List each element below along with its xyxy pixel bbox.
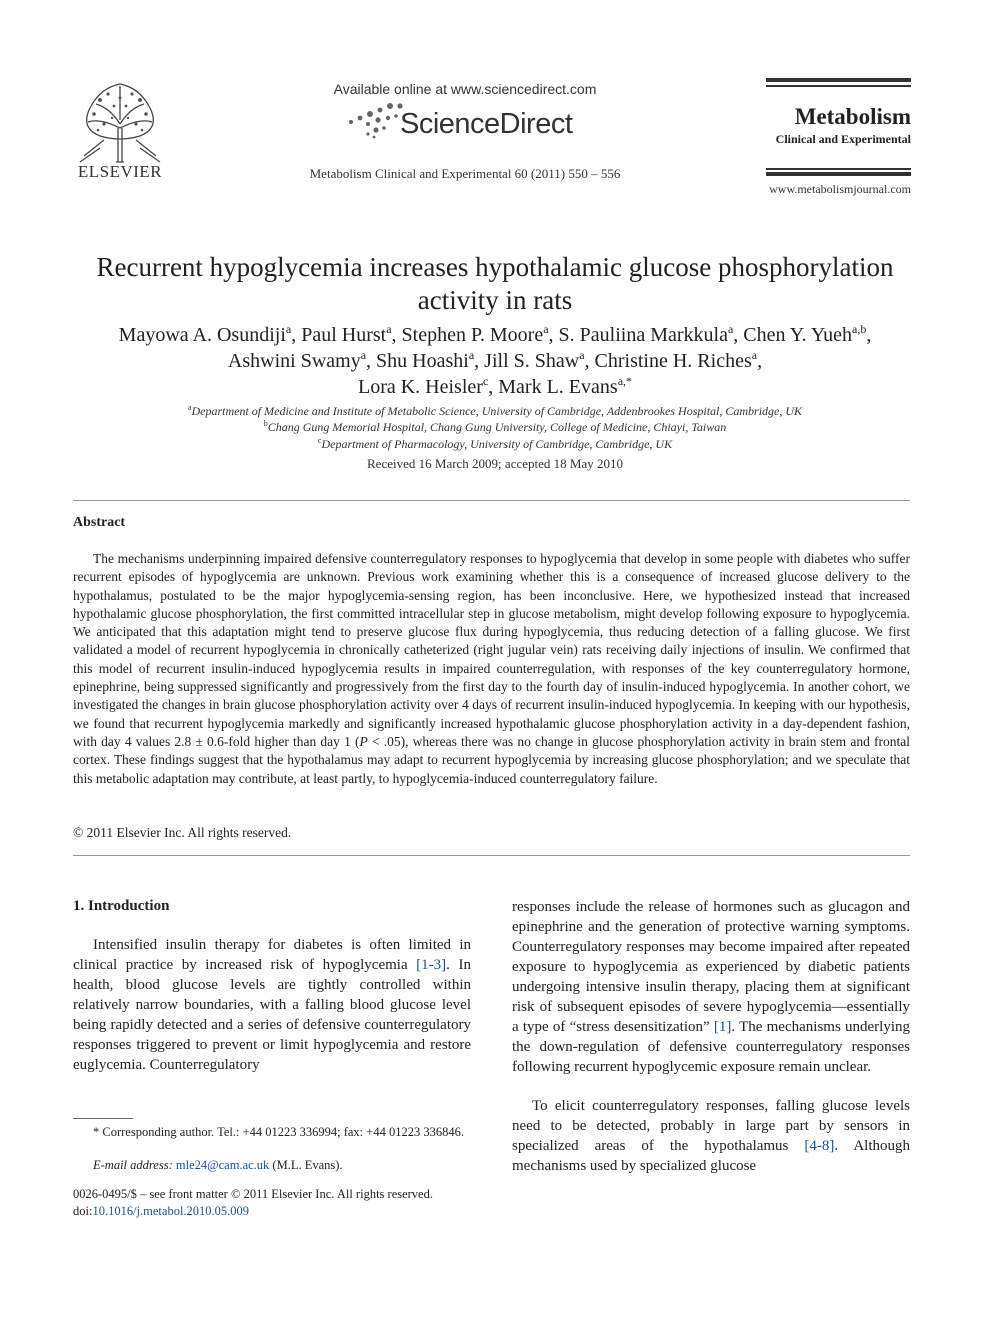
section-heading: 1. Introduction <box>73 898 170 914</box>
author-name: Stephen P. Moore <box>401 324 544 346</box>
journal-logo-bar <box>766 85 911 87</box>
abstract-body <box>73 550 910 788</box>
author-line: Lora K. Heisler$^c$, Mark L. Evans$^{a,*}$ <box>357 374 633 398</box>
email-label: E-mail address: <box>93 1158 176 1172</box>
abstract-p-symbol: P <box>359 733 368 749</box>
article-title-line: Recurrent hypoglycemia increases hypothalamic glucose phosphorylation <box>96 252 894 282</box>
author-affiliation-mark: c <box>482 374 489 388</box>
affiliation-text: Chang Gung Memorial Hospital, Chang Gung University, College of Medicine, Chiayi, Taiwan <box>267 420 727 434</box>
author-name: Jill S. Shaw <box>484 350 580 372</box>
author-affiliation-mark: a <box>727 322 734 336</box>
author-affiliation-mark: a <box>386 322 392 336</box>
author-affiliation-mark: a <box>468 348 475 362</box>
author-name: S. Pauliina Markkula <box>558 324 728 346</box>
author-name: Paul Hurst <box>301 324 387 346</box>
intro-paragraph-right-2: To elicit counterregulatory responses, falling glucose levels need to be detected, probably in large part by sensors in specialized areas of the hypothalamus [4-8]. Although mechanisms used by specialized glucose <box>512 1098 910 1174</box>
abstract-copyright: © 2011 Elsevier Inc. All rights reserved. <box>73 825 292 840</box>
journal-logo-bar <box>766 172 911 176</box>
author-list <box>60 322 930 400</box>
author-name: Mayowa A. Osundiji <box>118 324 286 346</box>
abstract-text: < .05), whereas there was no change in glucose phosphorylation activity in brain stem and frontal cortex. These findings suggest that the hypothalamus may adapt to recurrent hypoglycemia by increasing glucose phosphorylation; and we speculate that this metabolic adaptation may contribute, at least partly, to hypoglycemia-induced counterregulatory failure. <box>73 733 911 786</box>
sciencedirect-dots-icon <box>346 102 408 140</box>
journal-logo-title: Metabolism <box>794 104 911 129</box>
affiliation-mark: c <box>317 436 322 445</box>
corresponding-author-footnote: * Corresponding author. Tel.: +44 01223 336994; fax: +44 01223 336846. <box>93 1125 464 1139</box>
intro-paragraph-left: Intensified insulin therapy for diabetes is often limited in clinical practice by increased risk of hypoglycemia [1-3]. In health, blood glucose levels are tightly controlled within relatively narrow boundaries, with a falling blood glucose level being rapidly detected and a series of defensive counterregulatory responses triggered to prevent or limit hypoglycemia and restore euglycemia. Counterregulatory <box>73 937 471 1073</box>
abstract-heading: Abstract <box>73 515 126 530</box>
affiliation-c <box>60 437 930 452</box>
affiliation-b <box>60 420 930 435</box>
affiliation-mark: b <box>263 419 268 428</box>
author-line: Mayowa A. Osundiji$^a$, Paul Hurst$^a$, Stephen P. Moore$^a$, S. Pauliina Markkula$^a$, Chen Y. Yueh$^{a,b}$, <box>118 322 872 346</box>
divider <box>73 855 910 856</box>
email-footnote: E-mail address: mle24@cam.ac.uk (M.L. Evans). <box>93 1158 343 1172</box>
author-affiliation-mark: a <box>579 348 585 362</box>
citation-link[interactable]: [1-3] <box>416 957 447 973</box>
citation-link[interactable]: [1] <box>713 1019 732 1035</box>
author-name: Mark L. Evans <box>498 376 618 398</box>
journal-logo-bar <box>766 168 911 170</box>
doi-link[interactable]: 10.1016/j.metabol.2010.05.009 <box>92 1204 250 1218</box>
divider <box>73 500 910 501</box>
journal-logo <box>766 78 911 182</box>
sciencedirect-wordmark: ScienceDirect <box>400 108 573 140</box>
author-name: Chen Y. Yueh <box>743 324 852 346</box>
author-name: Christine H. Riches <box>594 350 752 372</box>
publisher-wordmark: ELSEVIER <box>77 162 163 181</box>
journal-citation: Metabolism Clinical and Experimental 60 (2011) 550 – 556 <box>309 166 621 181</box>
doi-line: doi:10.1016/j.metabol.2010.05.009 <box>73 1204 250 1218</box>
author-affiliation-mark: a,* <box>617 374 633 388</box>
author-affiliation-mark: a <box>285 322 292 336</box>
affiliation-mark: a <box>187 403 192 412</box>
intro-paragraph-right-1: responses include the release of hormones such as glucagon and epinephrine and the generation of protective warning symptoms. Counterregulatory responses may become impaired after repeated exposure to hypoglycemia as experienced by diabetic patients undergoing intensive insulin therapy, placing them at significant risk of subsequent episodes of severe hypoglycemia—essentially a type of “stress desensitization” [1]. The mechanisms underlying the down-regulation of defensive counterregulatory responses following recurrent hypoglycemic exposure remain unclear. <box>512 899 910 1075</box>
received-dates: Received 16 March 2009; accepted 18 May 2010 <box>367 456 623 471</box>
email-link[interactable]: mle24@cam.ac.uk <box>175 1158 270 1172</box>
available-online-text[interactable]: Available online at www.sciencedirect.com <box>333 81 597 97</box>
issn-line: 0026-0495/$ – see front matter © 2011 Elsevier Inc. All rights reserved. <box>73 1187 433 1201</box>
abstract-text: The mechanisms underpinning impaired defensive counterregulatory responses to hypoglycemia that develop in some people with diabetes who suffer recurrent episodes of hypoglycemia are unknown. Previous work examining whether this is a consequence of increased glucose delivery to the hypothalamus, postulated to be the major hypoglycemia-sensing region, has been inconclusive. Here, we hypothesized instead that increased hypothalamic glucose phosphorylation, the first committed intracellular step in glucose metabolism, might develop following exposure to hypoglycemia. We anticipated that this adaptation might tend to preserve glucose flux during hypoglycemia, thus reducing detection of a falling glucose. We first validated a model of recurrent hypoglycemia in chronically catheterized (right jugular vein) rats receiving daily injections of insulin. We confirmed that this model of recurrent insulin-induced hypoglycemia results in impaired counterregulation, with responses of the key counterregulatory hormone, epinephrine, being suppressed significantly and progressively from the first day to the fourth day of insulin-induced hypoglycemia. In another cohort, we investigated the changes in brain glucose phosphorylation activity over 4 days of recurrent insulin-induced hypoglycemia. In keeping with our hypothesis, we found that recurrent hypoglycemia markedly and significantly increased hypothalamic glucose phosphorylation activity in a day-dependent fashion, with day 4 values 2.8 ± 0.6-fold higher than day 1 ( <box>73 551 910 749</box>
affiliation-a <box>60 404 930 419</box>
author-name: Shu Hoashi <box>376 350 469 372</box>
article-title-line: activity in rats <box>417 285 573 315</box>
author-affiliation-mark: a,b <box>852 322 867 336</box>
journal-url[interactable]: www.metabolismjournal.com <box>769 182 911 196</box>
affiliation-text: Department of Medicine and Institute of Metabolic Science, University of Cambridge, Addenbrookes Hospital, Cambridge, UK <box>191 404 803 418</box>
citation-link[interactable]: [4-8] <box>804 1138 835 1154</box>
footnote-divider <box>73 1118 133 1119</box>
article-title <box>60 251 930 317</box>
author-line: Ashwini Swamy$^a$, Shu Hoashi$^a$, Jill S. Shaw$^a$, Christine H. Riches$^a$, <box>227 348 763 372</box>
author-affiliation-mark: a <box>360 348 367 362</box>
journal-logo-subtitle: Clinical and Experimental <box>775 132 911 146</box>
author-name: Lora K. Heisler <box>357 376 483 398</box>
journal-logo-bar <box>766 78 911 82</box>
author-name: Ashwini Swamy <box>227 350 361 372</box>
author-affiliation-mark: a <box>543 322 549 336</box>
sciencedirect-logo[interactable] <box>340 100 590 146</box>
affiliation-text: Department of Pharmacology, University of Cambridge, Cambridge, UK <box>321 437 673 451</box>
author-affiliation-mark: a <box>751 348 758 362</box>
